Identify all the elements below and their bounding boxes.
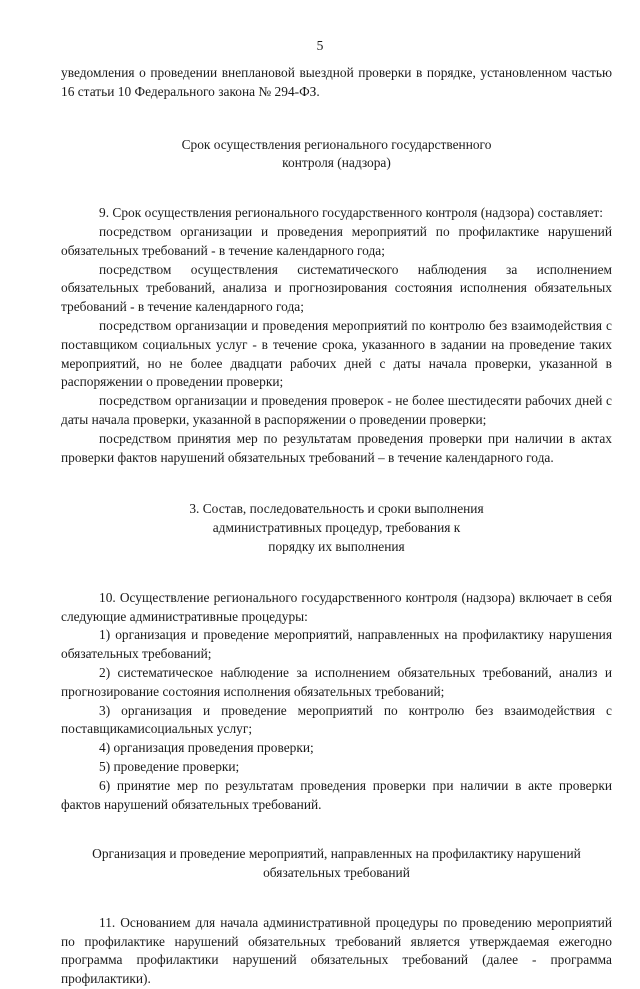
paragraph-item: посредством организации и проведения мероприятий по контролю без взаимодействия с поставщиком социальных услуг - в течение срока, указанного в задании на проведение таких мероприятий, но не более двадцати рабочих дней с даты начала проверки, указанной в распоряжении о проведении проверки; [61,317,612,390]
heading-line: контроля (надзора) [282,155,391,171]
paragraph-item: 4) организация проведения проверки; [99,740,314,756]
paragraph-item: посредством принятия мер по результатам проведения проверки при наличии в актах проверки фактов нарушений обязательных требований – в течение календарного года. [61,430,612,465]
heading-line: обязательных требований [263,865,410,881]
paragraph-item: 6) принятие мер по результатам проведения проверки при наличии в акте проверки фактов нарушений обязательных требований. [61,777,612,812]
heading-line: административных процедур, требования к [212,520,461,536]
intro-paragraph: уведомления о проведении внеплановой выездной проверки в порядке, установленном частью 16 статьи 10 Федерального закона № 294-ФЗ. [61,65,612,99]
paragraph-item: посредством организации и проведения мероприятий по профилактике нарушений обязательных требований - в течение календарного года; [61,223,612,258]
paragraph-item: 5) проведение проверки; [99,758,240,774]
heading-line: Срок осуществления регионального государственного [181,136,492,152]
paragraph-item: посредством организации и проведения проверок - не более шестидесяти рабочих дней с даты начала проверки, указанной в распоряжении о проведении проверки; [61,393,612,427]
document-body [61,64,612,989]
section-heading-3 [61,500,612,556]
section-heading-terms [61,136,612,174]
heading-line: Организация и проведение мероприятий, направленных на профилактику нарушений [92,846,581,862]
section-heading-prevention [61,845,612,883]
paragraph-item: 2) систематическое наблюдение за исполнением обязательных требований, анализ и прогнозирование состояния исполнения обязательных требований; [61,664,612,699]
page-number: 5 [316,38,324,53]
paragraph-item: 3) организация и проведение мероприятий по контролю без взаимодействия с поставщикамисоциальных услуг; [61,702,612,737]
heading-line: порядку их выполнения [268,538,405,554]
paragraph-10: 10. Осуществление регионального государственного контроля (надзора) включает в себя следующие административные процедуры: [61,589,612,624]
paragraph-item: 1) организация и проведение мероприятий, направленных на профилактику нарушения обязательных требований; [61,627,612,662]
paragraph-9: 9. Срок осуществления регионального государственного контроля (надзора) составляет: [99,205,603,221]
heading-line: 3. Состав, последовательность и сроки выполнения [189,501,484,517]
paragraph-item: посредством осуществления систематического наблюдения за исполнением обязательных требований, анализа и прогнозирования состояния исполнения обязательных требований - в течение календарного года; [61,261,612,315]
paragraph-11: 11. Основанием для начала административной процедуры по проведению мероприятий по профилактике нарушений обязательных требований является утверждаемая ежегодно программа профилактики нарушений обязательных требований (далее - программа профилактики). [61,914,612,987]
